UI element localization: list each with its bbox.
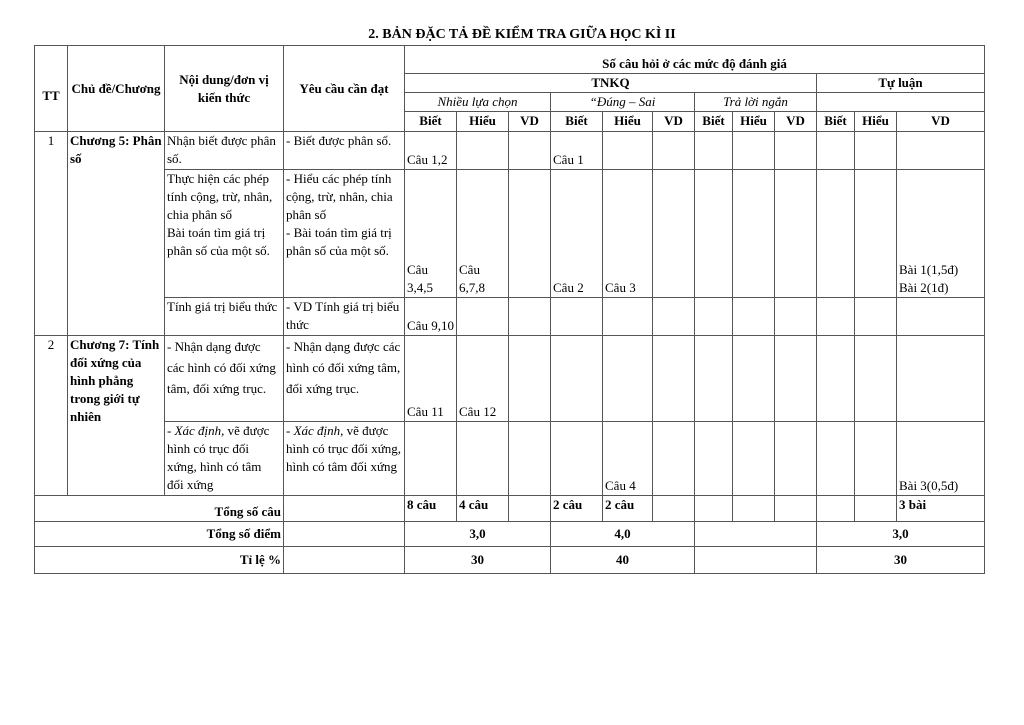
- cell-nlc-biet: Câu 1,2: [405, 132, 457, 170]
- percentage-tl: 30: [817, 547, 985, 574]
- percentage-ds: 40: [551, 547, 695, 574]
- total-points-label: Tổng số điểm: [35, 522, 284, 547]
- row-yeu-cau-rest: vẽ được hình có trục đối xứng, hình có tâm đối xứng: [286, 423, 402, 474]
- level-vd: VD: [775, 112, 817, 132]
- level-hieu: Hiểu: [855, 112, 897, 132]
- level-vd: VD: [653, 112, 695, 132]
- cell-nlc-biet: Câu 3,4,5: [405, 170, 457, 298]
- cell-ds-hieu: Câu 3: [603, 170, 653, 298]
- level-hieu: Hiểu: [457, 112, 509, 132]
- total-ds-hieu: 2 câu: [603, 496, 653, 522]
- cell-ds-hieu: Câu 4: [603, 422, 653, 496]
- level-biet: Biết: [405, 112, 457, 132]
- header-tnkq: TNKQ: [405, 74, 817, 93]
- total-nlc-biet: 8 câu: [405, 496, 457, 522]
- total-questions-row: [35, 496, 985, 522]
- level-vd: VD: [509, 112, 551, 132]
- row-noi-dung: Nhận biết được phân số.: [165, 132, 284, 170]
- cell-nlc-biet: Câu 11: [405, 336, 457, 422]
- row-yeu-cau: - Biết được phân số.: [284, 132, 405, 170]
- row-noi-dung: Thực hiện các phép tính cộng, trừ, nhân, chia phân số Bài toán tìm giá trị phân số của một số.: [165, 170, 284, 298]
- table-row: [35, 298, 985, 336]
- row-noi-dung-rest: vẽ được hình có trục đối xứng, hình có tâm đối xứng: [167, 423, 270, 492]
- total-nlc-hieu: 4 câu: [457, 496, 509, 522]
- row-chu-de: Chương 5: Phân số: [68, 132, 165, 336]
- table-row: [35, 336, 985, 422]
- row-noi-dung-em: - Xác định,: [167, 423, 225, 438]
- header-tt: TT: [35, 46, 68, 132]
- header-tu-luan: Tự luận: [817, 74, 985, 93]
- level-biet: Biết: [551, 112, 603, 132]
- level-biet: Biết: [817, 112, 855, 132]
- cell-nlc-biet: Câu 9,10: [405, 298, 457, 336]
- row-yeu-cau-em: - Xác định,: [286, 423, 344, 438]
- header-dung-sai: “Đúng – Sai: [551, 93, 695, 112]
- total-tl-vd: 3 bài: [897, 496, 985, 522]
- level-biet: Biết: [695, 112, 733, 132]
- header-so-cau-hoi: Số câu hỏi ở các mức độ đánh giá: [405, 46, 985, 74]
- header-yeu-cau: Yêu cầu cần đạt: [284, 46, 405, 132]
- table-row: [35, 132, 985, 170]
- specification-table: [34, 45, 985, 574]
- row-noi-dung: Tính giá trị biểu thức: [165, 298, 284, 336]
- cell-nlc-hieu: Câu 6,7,8: [457, 170, 509, 298]
- total-points-ds: 4,0: [551, 522, 695, 547]
- table-row: [35, 422, 985, 496]
- row-yeu-cau: - Nhận dạng được các hình có đối xứng tâm, đối xứng trục.: [284, 336, 405, 422]
- percentage-nlc: 30: [405, 547, 551, 574]
- header-tu-luan-blank: [817, 93, 985, 112]
- level-hieu: Hiểu: [603, 112, 653, 132]
- row-chu-de: Chương 7: Tính đối xứng của hình phẳng trong giới tự nhiên: [68, 336, 165, 496]
- cell-tl-vd: Bài 1(1,5đ) Bài 2(1đ): [897, 170, 985, 298]
- row-tt: 1: [35, 132, 68, 336]
- percentage-row: [35, 547, 985, 574]
- header-chu-de: Chủ đề/Chương: [68, 46, 165, 132]
- header-noi-dung: Nội dung/đơn vị kiến thức: [165, 46, 284, 132]
- total-points-tl: 3,0: [817, 522, 985, 547]
- row-yeu-cau: [284, 422, 405, 496]
- cell-ds-biet: Câu 2: [551, 170, 603, 298]
- cell-nlc-hieu: Câu 12: [457, 336, 509, 422]
- row-noi-dung: [165, 422, 284, 496]
- header-tra-loi-ngan: Trả lời ngắn: [695, 93, 817, 112]
- cell-ds-biet: Câu 1: [551, 132, 603, 170]
- level-hieu: Hiểu: [733, 112, 775, 132]
- row-tt: 2: [35, 336, 68, 496]
- level-vd: VD: [897, 112, 985, 132]
- header-row: [35, 46, 985, 74]
- row-yeu-cau: - Hiểu các phép tính cộng, trừ, nhân, chia phân số - Bài toán tìm giá trị phân số của một số.: [284, 170, 405, 298]
- row-yeu-cau: - VD Tính giá trị biểu thức: [284, 298, 405, 336]
- header-nhieu-lua-chon: Nhiều lựa chọn: [405, 93, 551, 112]
- total-questions-label: Tổng số câu: [35, 496, 284, 522]
- total-ds-biet: 2 câu: [551, 496, 603, 522]
- page-title: 2. BẢN ĐẶC TẢ ĐỀ KIỂM TRA GIỮA HỌC KÌ II: [368, 27, 676, 42]
- table-row: [35, 170, 985, 298]
- percentage-label: Tỉ lệ %: [35, 547, 284, 574]
- row-noi-dung: - Nhận dạng được các hình có đối xứng tâm, đối xứng trục.: [165, 336, 284, 422]
- total-points-row: [35, 522, 985, 547]
- cell-tl-vd: Bài 3(0,5đ): [897, 422, 985, 496]
- total-points-nlc: 3,0: [405, 522, 551, 547]
